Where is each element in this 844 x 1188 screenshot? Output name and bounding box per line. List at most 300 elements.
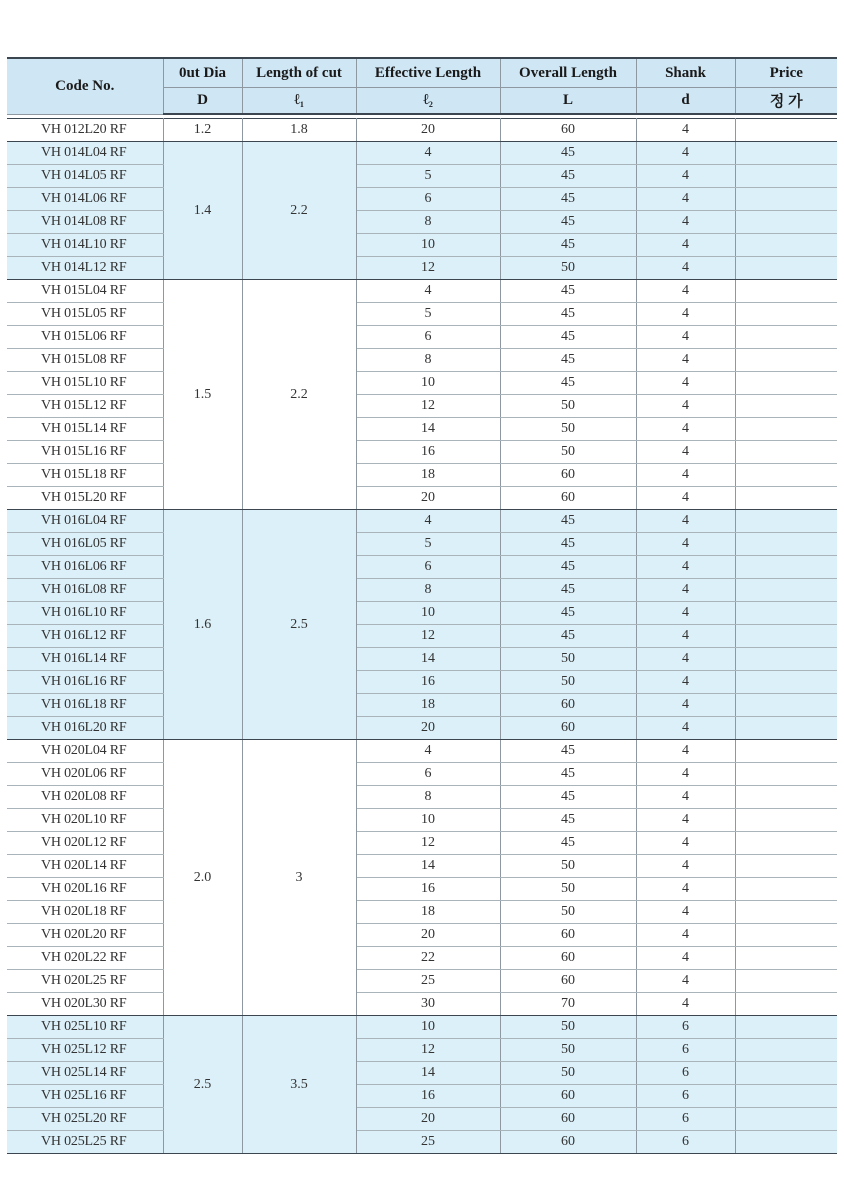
header-price-korean: 정 가 bbox=[735, 88, 837, 115]
effective-length-cell: 10 bbox=[356, 602, 500, 625]
price-cell bbox=[735, 602, 837, 625]
price-cell bbox=[735, 855, 837, 878]
code-no-cell: VH 020L16 RF bbox=[7, 878, 163, 901]
overall-length-cell: 50 bbox=[500, 257, 636, 280]
symbol-subscript-1: 1 bbox=[299, 100, 304, 109]
price-cell bbox=[735, 924, 837, 947]
header-code-no: Code No. bbox=[7, 58, 163, 114]
length-of-cut-cell: 3.5 bbox=[242, 1016, 356, 1154]
overall-length-cell: 45 bbox=[500, 372, 636, 395]
shank-cell: 6 bbox=[636, 1039, 735, 1062]
table-row bbox=[7, 763, 837, 786]
price-cell bbox=[735, 970, 837, 993]
shank-cell: 4 bbox=[636, 878, 735, 901]
overall-length-cell: 45 bbox=[500, 740, 636, 763]
code-no-cell: VH 015L12 RF bbox=[7, 395, 163, 418]
code-no-cell: VH 016L12 RF bbox=[7, 625, 163, 648]
price-cell bbox=[735, 280, 837, 303]
effective-length-cell: 4 bbox=[356, 510, 500, 533]
out-dia-cell: 2.0 bbox=[163, 740, 242, 1016]
table-row bbox=[7, 579, 837, 602]
overall-length-cell: 50 bbox=[500, 395, 636, 418]
overall-length-cell: 50 bbox=[500, 441, 636, 464]
effective-length-cell: 16 bbox=[356, 671, 500, 694]
price-cell bbox=[735, 763, 837, 786]
overall-length-cell: 45 bbox=[500, 625, 636, 648]
table-row bbox=[7, 740, 837, 763]
effective-length-cell: 20 bbox=[356, 1108, 500, 1131]
overall-length-cell: 45 bbox=[500, 211, 636, 234]
price-cell bbox=[735, 119, 837, 142]
effective-length-cell: 10 bbox=[356, 234, 500, 257]
overall-length-cell: 45 bbox=[500, 809, 636, 832]
effective-length-cell: 16 bbox=[356, 1085, 500, 1108]
shank-cell: 4 bbox=[636, 740, 735, 763]
effective-length-cell: 5 bbox=[356, 165, 500, 188]
shank-cell: 4 bbox=[636, 533, 735, 556]
overall-length-cell: 45 bbox=[500, 142, 636, 165]
overall-length-cell: 50 bbox=[500, 671, 636, 694]
spec-table bbox=[7, 57, 837, 1154]
table-row bbox=[7, 395, 837, 418]
effective-length-cell: 14 bbox=[356, 1062, 500, 1085]
price-cell bbox=[735, 533, 837, 556]
effective-length-cell: 4 bbox=[356, 280, 500, 303]
code-no-cell: VH 016L16 RF bbox=[7, 671, 163, 694]
code-no-cell: VH 025L12 RF bbox=[7, 1039, 163, 1062]
table-row bbox=[7, 418, 837, 441]
header-symbol-d: d bbox=[636, 88, 735, 115]
code-no-cell: VH 016L04 RF bbox=[7, 510, 163, 533]
code-no-cell: VH 015L18 RF bbox=[7, 464, 163, 487]
shank-cell: 4 bbox=[636, 694, 735, 717]
header-price: Price bbox=[735, 58, 837, 88]
code-no-cell: VH 020L25 RF bbox=[7, 970, 163, 993]
effective-length-cell: 20 bbox=[356, 717, 500, 740]
price-cell bbox=[735, 809, 837, 832]
shank-cell: 4 bbox=[636, 901, 735, 924]
price-cell bbox=[735, 326, 837, 349]
table-row bbox=[7, 326, 837, 349]
price-cell bbox=[735, 303, 837, 326]
header-symbol-l1 bbox=[242, 88, 356, 115]
overall-length-cell: 45 bbox=[500, 602, 636, 625]
header-length-of-cut: Length of cut bbox=[242, 58, 356, 88]
shank-cell: 4 bbox=[636, 786, 735, 809]
shank-cell: 4 bbox=[636, 671, 735, 694]
overall-length-cell: 45 bbox=[500, 533, 636, 556]
overall-length-cell: 60 bbox=[500, 1108, 636, 1131]
overall-length-cell: 60 bbox=[500, 717, 636, 740]
shank-cell: 4 bbox=[636, 257, 735, 280]
price-cell bbox=[735, 1131, 837, 1154]
shank-cell: 4 bbox=[636, 280, 735, 303]
code-no-cell: VH 025L14 RF bbox=[7, 1062, 163, 1085]
header-symbol-D: D bbox=[163, 88, 242, 115]
effective-length-cell: 8 bbox=[356, 786, 500, 809]
code-no-cell: VH 016L06 RF bbox=[7, 556, 163, 579]
table-row bbox=[7, 970, 837, 993]
effective-length-cell: 12 bbox=[356, 257, 500, 280]
table-row bbox=[7, 602, 837, 625]
shank-cell: 4 bbox=[636, 349, 735, 372]
price-cell bbox=[735, 671, 837, 694]
shank-cell: 6 bbox=[636, 1016, 735, 1039]
shank-cell: 6 bbox=[636, 1062, 735, 1085]
overall-length-cell: 50 bbox=[500, 855, 636, 878]
overall-length-cell: 70 bbox=[500, 993, 636, 1016]
code-no-cell: VH 020L08 RF bbox=[7, 786, 163, 809]
table-header bbox=[7, 58, 837, 119]
effective-length-cell: 18 bbox=[356, 694, 500, 717]
shank-cell: 4 bbox=[636, 763, 735, 786]
overall-length-cell: 60 bbox=[500, 1131, 636, 1154]
code-no-cell: VH 015L08 RF bbox=[7, 349, 163, 372]
price-cell bbox=[735, 717, 837, 740]
code-no-cell: VH 015L06 RF bbox=[7, 326, 163, 349]
code-no-cell: VH 015L14 RF bbox=[7, 418, 163, 441]
effective-length-cell: 4 bbox=[356, 740, 500, 763]
code-no-cell: VH 020L14 RF bbox=[7, 855, 163, 878]
table-row bbox=[7, 234, 837, 257]
code-no-cell: VH 020L12 RF bbox=[7, 832, 163, 855]
table-body bbox=[7, 119, 837, 1154]
effective-length-cell: 8 bbox=[356, 579, 500, 602]
code-no-cell: VH 016L08 RF bbox=[7, 579, 163, 602]
price-cell bbox=[735, 947, 837, 970]
out-dia-cell: 1.2 bbox=[163, 119, 242, 142]
effective-length-cell: 6 bbox=[356, 326, 500, 349]
price-cell bbox=[735, 878, 837, 901]
price-cell bbox=[735, 993, 837, 1016]
shank-cell: 4 bbox=[636, 188, 735, 211]
overall-length-cell: 45 bbox=[500, 188, 636, 211]
code-no-cell: VH 015L20 RF bbox=[7, 487, 163, 510]
effective-length-cell: 5 bbox=[356, 533, 500, 556]
effective-length-cell: 10 bbox=[356, 809, 500, 832]
price-cell bbox=[735, 694, 837, 717]
shank-cell: 4 bbox=[636, 602, 735, 625]
effective-length-cell: 16 bbox=[356, 441, 500, 464]
price-cell bbox=[735, 579, 837, 602]
overall-length-cell: 45 bbox=[500, 763, 636, 786]
effective-length-cell: 4 bbox=[356, 142, 500, 165]
effective-length-cell: 22 bbox=[356, 947, 500, 970]
table-row bbox=[7, 809, 837, 832]
overall-length-cell: 60 bbox=[500, 1085, 636, 1108]
table-row bbox=[7, 625, 837, 648]
out-dia-cell: 2.5 bbox=[163, 1016, 242, 1154]
overall-length-cell: 45 bbox=[500, 556, 636, 579]
overall-length-cell: 45 bbox=[500, 234, 636, 257]
price-cell bbox=[735, 556, 837, 579]
overall-length-cell: 50 bbox=[500, 1016, 636, 1039]
overall-length-cell: 60 bbox=[500, 924, 636, 947]
table-row bbox=[7, 211, 837, 234]
effective-length-cell: 18 bbox=[356, 901, 500, 924]
table-row bbox=[7, 648, 837, 671]
effective-length-cell: 20 bbox=[356, 119, 500, 142]
effective-length-cell: 20 bbox=[356, 924, 500, 947]
code-no-cell: VH 020L18 RF bbox=[7, 901, 163, 924]
table-row bbox=[7, 487, 837, 510]
code-no-cell: VH 014L12 RF bbox=[7, 257, 163, 280]
price-cell bbox=[735, 372, 837, 395]
table-row bbox=[7, 303, 837, 326]
shank-cell: 6 bbox=[636, 1131, 735, 1154]
shank-cell: 4 bbox=[636, 418, 735, 441]
price-cell bbox=[735, 1085, 837, 1108]
code-no-cell: VH 020L06 RF bbox=[7, 763, 163, 786]
code-no-cell: VH 015L16 RF bbox=[7, 441, 163, 464]
code-no-cell: VH 014L06 RF bbox=[7, 188, 163, 211]
table-row bbox=[7, 349, 837, 372]
symbol-subscript-2: 2 bbox=[428, 100, 433, 109]
out-dia-cell: 1.4 bbox=[163, 142, 242, 280]
overall-length-cell: 45 bbox=[500, 786, 636, 809]
table-row bbox=[7, 372, 837, 395]
table-row bbox=[7, 142, 837, 165]
code-no-cell: VH 016L10 RF bbox=[7, 602, 163, 625]
price-cell bbox=[735, 165, 837, 188]
price-cell bbox=[735, 349, 837, 372]
shank-cell: 4 bbox=[636, 395, 735, 418]
table-row bbox=[7, 464, 837, 487]
effective-length-cell: 25 bbox=[356, 1131, 500, 1154]
header-symbol-L: L bbox=[500, 88, 636, 115]
shank-cell: 4 bbox=[636, 556, 735, 579]
header-shank: Shank bbox=[636, 58, 735, 88]
table-row bbox=[7, 165, 837, 188]
code-no-cell: VH 016L14 RF bbox=[7, 648, 163, 671]
table-row bbox=[7, 280, 837, 303]
effective-length-cell: 14 bbox=[356, 648, 500, 671]
header-out-dia: 0ut Dia bbox=[163, 58, 242, 88]
overall-length-cell: 50 bbox=[500, 418, 636, 441]
shank-cell: 4 bbox=[636, 510, 735, 533]
code-no-cell: VH 025L10 RF bbox=[7, 1016, 163, 1039]
effective-length-cell: 16 bbox=[356, 878, 500, 901]
code-no-cell: VH 025L16 RF bbox=[7, 1085, 163, 1108]
shank-cell: 4 bbox=[636, 165, 735, 188]
effective-length-cell: 8 bbox=[356, 211, 500, 234]
price-cell bbox=[735, 395, 837, 418]
overall-length-cell: 60 bbox=[500, 694, 636, 717]
table-row bbox=[7, 993, 837, 1016]
price-cell bbox=[735, 740, 837, 763]
overall-length-cell: 50 bbox=[500, 1062, 636, 1085]
length-of-cut-cell: 2.2 bbox=[242, 142, 356, 280]
length-of-cut-cell: 3 bbox=[242, 740, 356, 1016]
table-row bbox=[7, 1016, 837, 1039]
effective-length-cell: 6 bbox=[356, 763, 500, 786]
effective-length-cell: 10 bbox=[356, 1016, 500, 1039]
effective-length-cell: 8 bbox=[356, 349, 500, 372]
shank-cell: 4 bbox=[636, 970, 735, 993]
shank-cell: 4 bbox=[636, 303, 735, 326]
overall-length-cell: 45 bbox=[500, 579, 636, 602]
price-cell bbox=[735, 441, 837, 464]
shank-cell: 6 bbox=[636, 1085, 735, 1108]
price-cell bbox=[735, 625, 837, 648]
shank-cell: 4 bbox=[636, 372, 735, 395]
effective-length-cell: 12 bbox=[356, 832, 500, 855]
overall-length-cell: 45 bbox=[500, 326, 636, 349]
code-no-cell: VH 020L22 RF bbox=[7, 947, 163, 970]
overall-length-cell: 45 bbox=[500, 165, 636, 188]
table-row bbox=[7, 947, 837, 970]
header-overall-length: Overall Length bbox=[500, 58, 636, 88]
length-of-cut-cell: 1.8 bbox=[242, 119, 356, 142]
code-no-cell: VH 014L10 RF bbox=[7, 234, 163, 257]
price-cell bbox=[735, 1108, 837, 1131]
symbol-ell: ℓ bbox=[294, 92, 300, 108]
price-cell bbox=[735, 234, 837, 257]
price-cell bbox=[735, 188, 837, 211]
header-symbol-l2 bbox=[356, 88, 500, 115]
price-cell bbox=[735, 901, 837, 924]
effective-length-cell: 6 bbox=[356, 188, 500, 211]
overall-length-cell: 45 bbox=[500, 303, 636, 326]
table-row bbox=[7, 533, 837, 556]
effective-length-cell: 14 bbox=[356, 418, 500, 441]
price-cell bbox=[735, 832, 837, 855]
length-of-cut-cell: 2.5 bbox=[242, 510, 356, 740]
effective-length-cell: 25 bbox=[356, 970, 500, 993]
price-cell bbox=[735, 418, 837, 441]
symbol-ell: ℓ bbox=[423, 92, 429, 108]
code-no-cell: VH 020L10 RF bbox=[7, 809, 163, 832]
table-row bbox=[7, 188, 837, 211]
effective-length-cell: 12 bbox=[356, 1039, 500, 1062]
table-row bbox=[7, 119, 837, 142]
shank-cell: 4 bbox=[636, 326, 735, 349]
table-row bbox=[7, 510, 837, 533]
table-row bbox=[7, 832, 837, 855]
code-no-cell: VH 025L20 RF bbox=[7, 1108, 163, 1131]
code-no-cell: VH 015L05 RF bbox=[7, 303, 163, 326]
table-row bbox=[7, 257, 837, 280]
overall-length-cell: 60 bbox=[500, 119, 636, 142]
effective-length-cell: 12 bbox=[356, 395, 500, 418]
overall-length-cell: 50 bbox=[500, 901, 636, 924]
out-dia-cell: 1.5 bbox=[163, 280, 242, 510]
shank-cell: 4 bbox=[636, 717, 735, 740]
effective-length-cell: 5 bbox=[356, 303, 500, 326]
code-no-cell: VH 020L20 RF bbox=[7, 924, 163, 947]
shank-cell: 6 bbox=[636, 1108, 735, 1131]
effective-length-cell: 14 bbox=[356, 855, 500, 878]
table-row bbox=[7, 556, 837, 579]
table-row bbox=[7, 901, 837, 924]
effective-length-cell: 30 bbox=[356, 993, 500, 1016]
price-cell bbox=[735, 257, 837, 280]
table-row bbox=[7, 671, 837, 694]
header-effective-length: Effective Length bbox=[356, 58, 500, 88]
effective-length-cell: 18 bbox=[356, 464, 500, 487]
shank-cell: 4 bbox=[636, 119, 735, 142]
code-no-cell: VH 020L30 RF bbox=[7, 993, 163, 1016]
overall-length-cell: 50 bbox=[500, 1039, 636, 1062]
shank-cell: 4 bbox=[636, 487, 735, 510]
price-cell bbox=[735, 211, 837, 234]
table-row bbox=[7, 1108, 837, 1131]
table-row bbox=[7, 694, 837, 717]
effective-length-cell: 20 bbox=[356, 487, 500, 510]
table-row bbox=[7, 924, 837, 947]
effective-length-cell: 12 bbox=[356, 625, 500, 648]
table-row bbox=[7, 1085, 837, 1108]
price-cell bbox=[735, 648, 837, 671]
code-no-cell: VH 015L04 RF bbox=[7, 280, 163, 303]
code-no-cell: VH 020L04 RF bbox=[7, 740, 163, 763]
table-row bbox=[7, 1131, 837, 1154]
price-cell bbox=[735, 1062, 837, 1085]
code-no-cell: VH 012L20 RF bbox=[7, 119, 163, 142]
overall-length-cell: 60 bbox=[500, 464, 636, 487]
table-row bbox=[7, 441, 837, 464]
shank-cell: 4 bbox=[636, 832, 735, 855]
overall-length-cell: 60 bbox=[500, 970, 636, 993]
table-row bbox=[7, 1062, 837, 1085]
shank-cell: 4 bbox=[636, 809, 735, 832]
table-row bbox=[7, 717, 837, 740]
shank-cell: 4 bbox=[636, 625, 735, 648]
price-cell bbox=[735, 1039, 837, 1062]
shank-cell: 4 bbox=[636, 648, 735, 671]
shank-cell: 4 bbox=[636, 855, 735, 878]
table-row bbox=[7, 878, 837, 901]
code-no-cell: VH 016L18 RF bbox=[7, 694, 163, 717]
overall-length-cell: 45 bbox=[500, 280, 636, 303]
overall-length-cell: 45 bbox=[500, 832, 636, 855]
effective-length-cell: 6 bbox=[356, 556, 500, 579]
code-no-cell: VH 016L20 RF bbox=[7, 717, 163, 740]
code-no-cell: VH 014L05 RF bbox=[7, 165, 163, 188]
price-cell bbox=[735, 142, 837, 165]
shank-cell: 4 bbox=[636, 211, 735, 234]
table-row bbox=[7, 855, 837, 878]
out-dia-cell: 1.6 bbox=[163, 510, 242, 740]
price-cell bbox=[735, 1016, 837, 1039]
shank-cell: 4 bbox=[636, 924, 735, 947]
shank-cell: 4 bbox=[636, 993, 735, 1016]
length-of-cut-cell: 2.2 bbox=[242, 280, 356, 510]
table-row bbox=[7, 1039, 837, 1062]
overall-length-cell: 45 bbox=[500, 349, 636, 372]
code-no-cell: VH 014L04 RF bbox=[7, 142, 163, 165]
code-no-cell: VH 025L25 RF bbox=[7, 1131, 163, 1154]
price-cell bbox=[735, 487, 837, 510]
code-no-cell: VH 015L10 RF bbox=[7, 372, 163, 395]
shank-cell: 4 bbox=[636, 441, 735, 464]
overall-length-cell: 60 bbox=[500, 947, 636, 970]
overall-length-cell: 60 bbox=[500, 487, 636, 510]
price-cell bbox=[735, 464, 837, 487]
table-row bbox=[7, 786, 837, 809]
overall-length-cell: 45 bbox=[500, 510, 636, 533]
price-cell bbox=[735, 510, 837, 533]
overall-length-cell: 50 bbox=[500, 878, 636, 901]
overall-length-cell: 50 bbox=[500, 648, 636, 671]
shank-cell: 4 bbox=[636, 579, 735, 602]
code-no-cell: VH 014L08 RF bbox=[7, 211, 163, 234]
shank-cell: 4 bbox=[636, 464, 735, 487]
shank-cell: 4 bbox=[636, 947, 735, 970]
shank-cell: 4 bbox=[636, 142, 735, 165]
effective-length-cell: 10 bbox=[356, 372, 500, 395]
price-cell bbox=[735, 786, 837, 809]
